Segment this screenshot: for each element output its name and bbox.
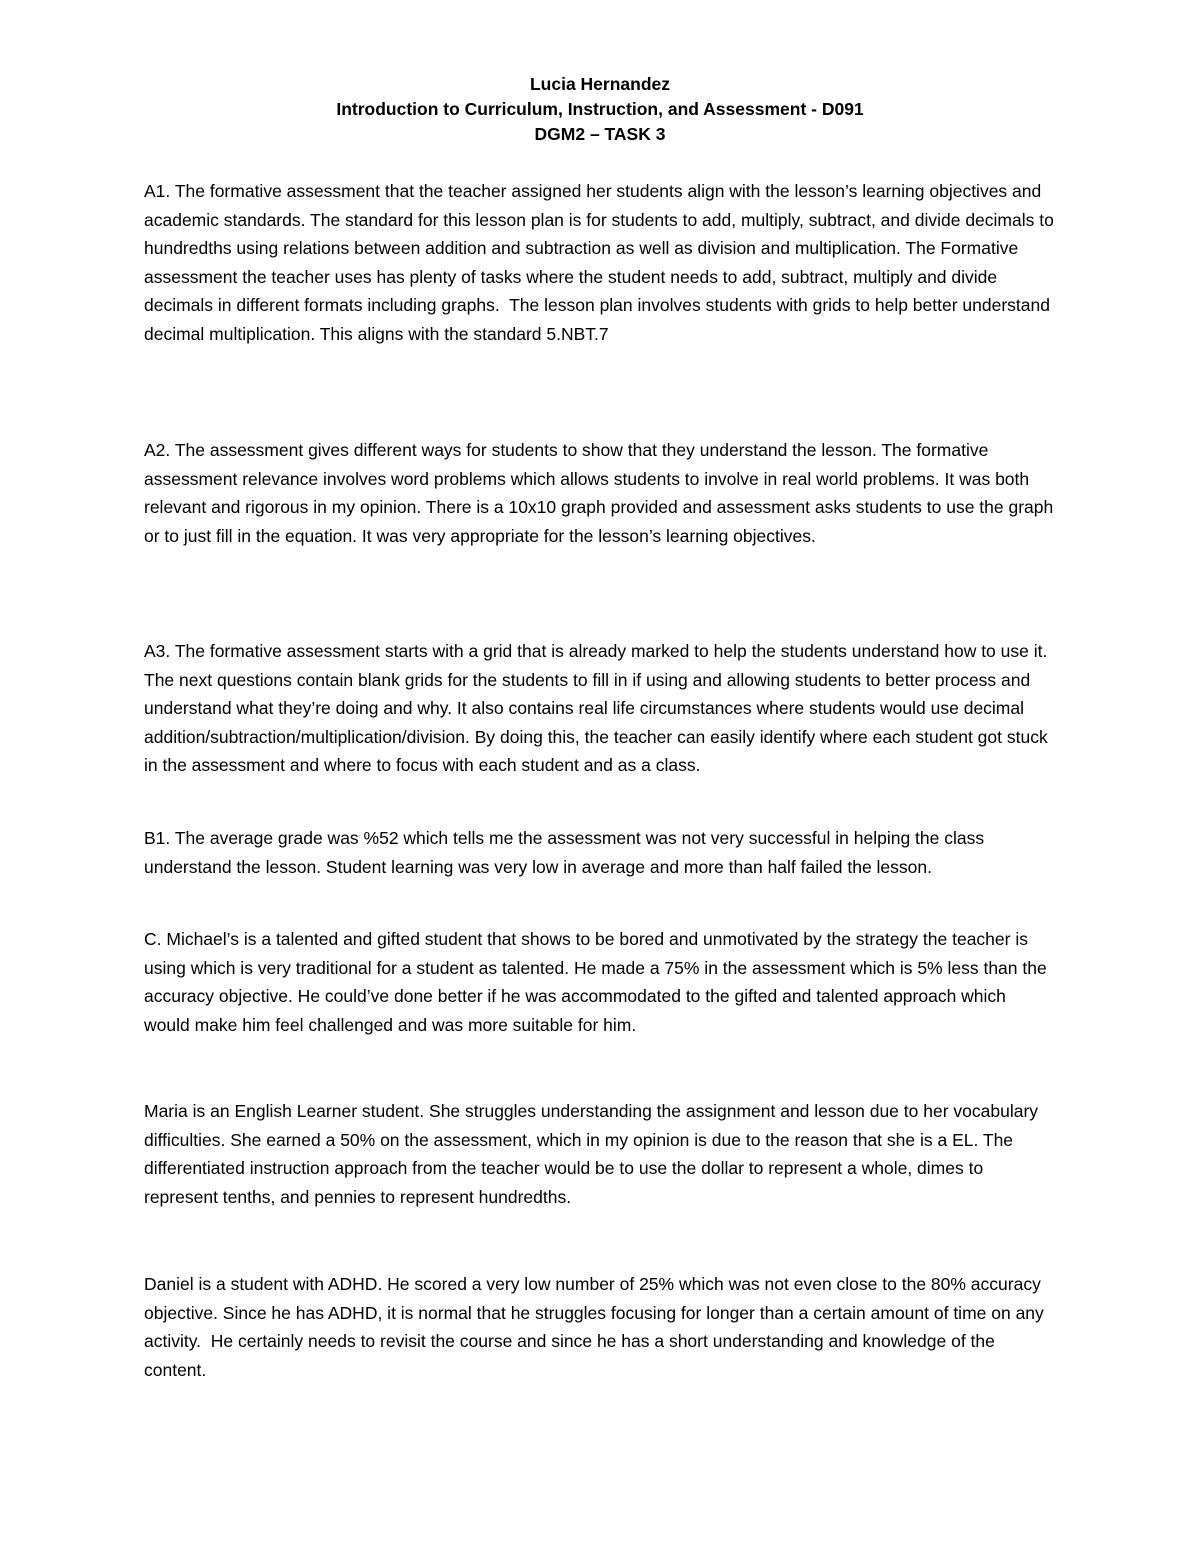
- author-name: Lucia Hernandez: [529, 74, 671, 94]
- document-header: [0, 72, 1200, 147]
- paragraph-daniel: Daniel is a student with ADHD. He scored a very low number of 25% which was not even close to the 80% accuracy objective. Since he has ADHD, it is normal that he struggles focusing for longer than a certain amount of time on any activity. He certainly needs to revisit the course and since he has a short understanding and knowledge of the content.: [144, 1274, 1049, 1380]
- task-title: DGM2 – TASK 3: [534, 124, 666, 144]
- paragraph-maria: Maria is an English Learner student. She struggles understanding the assignment and lesson due to her vocabulary difficulties. She earned a 50% on the assessment, which in my opinion is due to the reason that she is a EL. The differentiated instruction approach from the teacher would be to use the dollar to represent a whole, dimes to represent tenths, and pennies to represent hundredths.: [144, 1101, 1043, 1207]
- paragraph-a3: A3. The formative assessment starts with a grid that is already marked to help the students understand how to use it. The next questions contain blank grids for the students to fill in if using and allowing students to better process and understand what they’re doing and why. It also contains real life circumstances where students would use decimal addition/subtraction/multiplication/division. By doing this, the teacher can easily identify where each student got stuck in the assessment and where to focus with each student and as a class.: [144, 641, 1053, 776]
- course-title: Introduction to Curriculum, Instruction, and Assessment - D091: [336, 99, 864, 119]
- paragraph-a2: A2. The assessment gives different ways for students to show that they understand the lesson. The formative assessment relevance involves word problems which allows students to involve in real world problems. It was both relevant and rigorous in my opinion. There is a 10x10 graph provided and assessment asks students to use the graph or to just fill in the equation. It was very appropriate for the lesson’s learning objectives.: [144, 440, 1059, 546]
- paragraph-a1: A1. The formative assessment that the teacher assigned her students align with the lesson’s learning objectives and academic standards. The standard for this lesson plan is for students to add, multiply, subtract, and divide decimals to hundredths using relations between addition and subtraction as well as division and multiplication. The Formative assessment the teacher uses has plenty of tasks where the student needs to add, subtract, multiply and divide decimals in different formats including graphs. The lesson plan involves students with grids to help better understand decimal multiplication. This aligns with the standard 5.NBT.7: [144, 181, 1059, 344]
- paragraph-b1: B1. The average grade was %52 which tells me the assessment was not very successful in helping the class understand the lesson. Student learning was very low in average and more than half failed the lesson.: [144, 828, 989, 877]
- paragraph-c-michael: C. Michael’s is a talented and gifted student that shows to be bored and unmotivated by the strategy the teacher is using which is very traditional for a student as talented. He made a 75% in the assessment which is 5% less than the accuracy objective. He could’ve done better if he was accommodated to the gifted and talented approach which would make him feel challenged and was more suitable for him.: [144, 929, 1052, 1035]
